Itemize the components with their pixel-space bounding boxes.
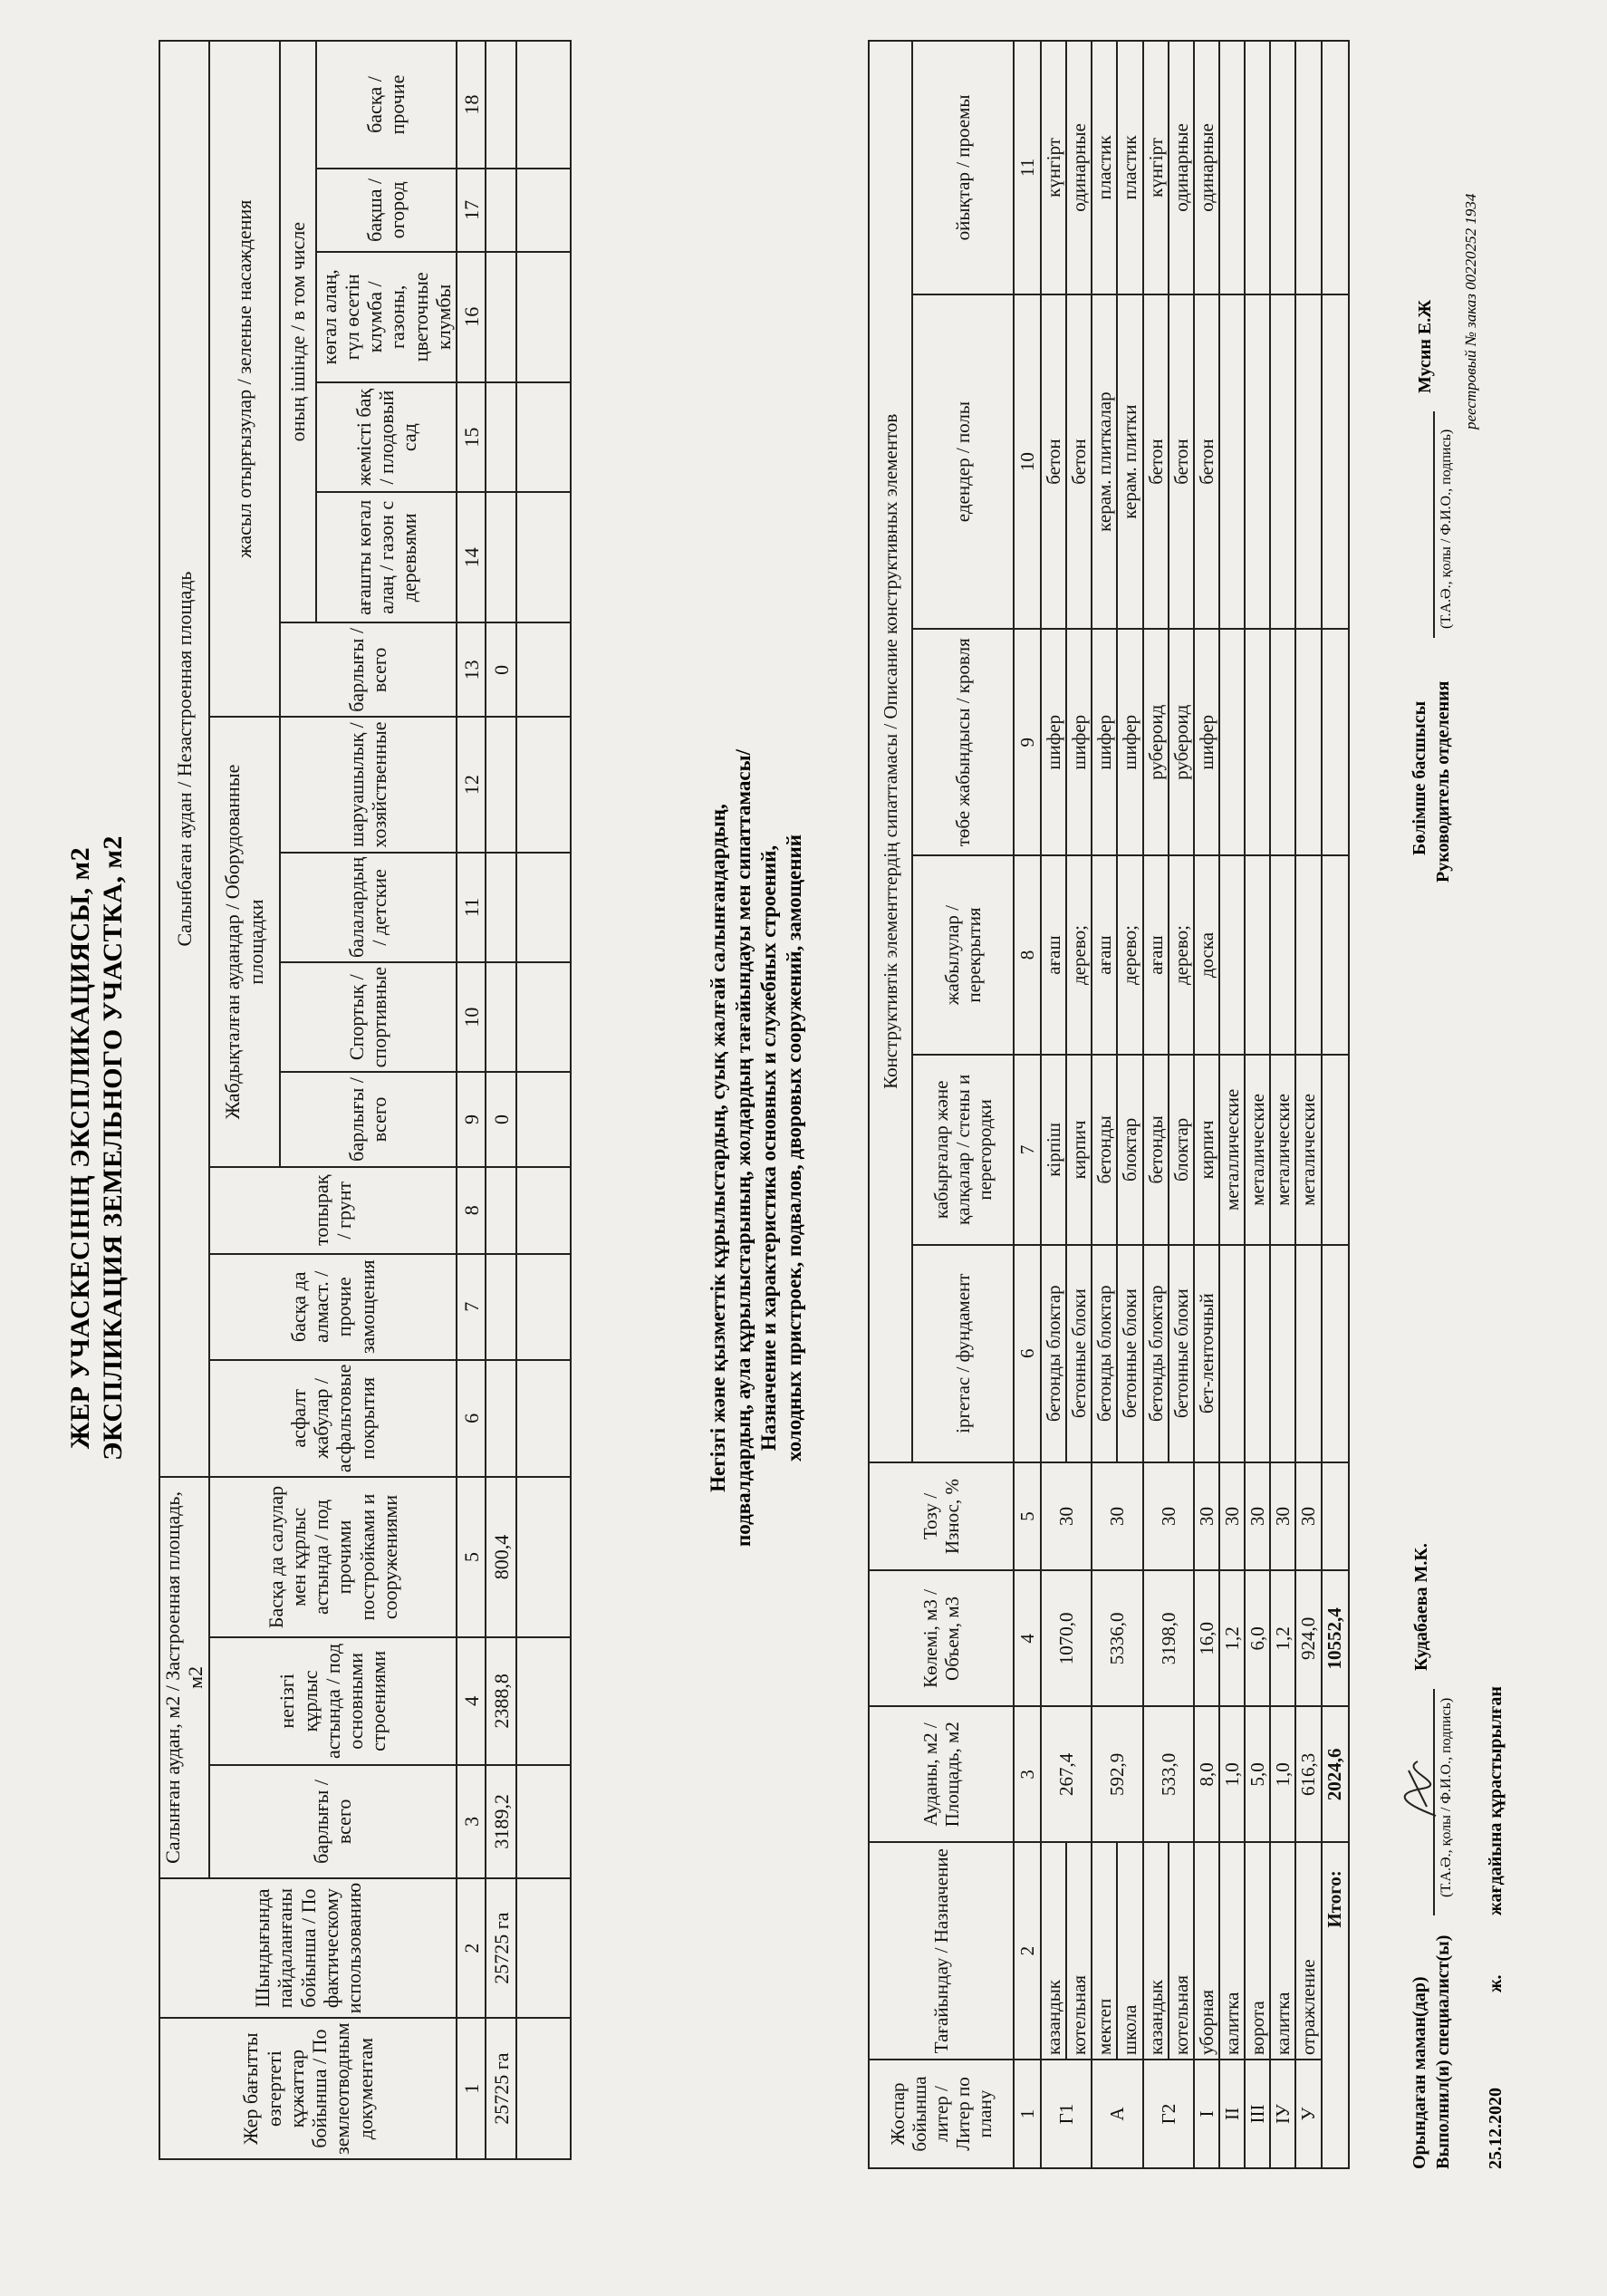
h-lit: Жоспар бойынша литер / Литер по плану [869, 2060, 1014, 2168]
num-cell: 12 [457, 717, 486, 852]
table-row [1295, 41, 1321, 2168]
area-cell: 533,0 [1143, 1706, 1194, 1842]
h-kids: балалардың / детские [280, 853, 457, 962]
num-cell: 11 [457, 853, 486, 962]
lit-cell: ІІІ [1245, 2060, 1270, 2168]
floors-kz: ағаш [1143, 855, 1169, 1055]
h-unbuilt: Салынбаған аудан / Незастроенная площадь [159, 41, 209, 1477]
table-row [1194, 41, 1219, 2168]
floor-cell: бетон [1194, 294, 1219, 630]
empty-cell [486, 169, 516, 252]
empty-cell [486, 252, 516, 382]
foundation-ru: бетонные блоки [1066, 1245, 1092, 1462]
h-main: негізгі құрлыс астында / под основными строениями [209, 1637, 457, 1765]
floor-ru: бетон [1169, 294, 1194, 630]
empty-cell [1295, 1245, 1321, 1462]
purpose-kz: мектеп [1092, 1842, 1117, 2060]
section-line-1: Негізгі және қызметтік құрылыстардың, суық жалғай салынғандардың, [707, 804, 729, 1492]
floor-kz: бетон [1143, 294, 1169, 630]
built-other: 800,4 [486, 1477, 516, 1637]
floor-ru: бетон [1066, 294, 1092, 630]
num-cell: 14 [457, 492, 486, 622]
total-area: 2024,6 [1322, 1706, 1349, 1842]
num-cell: 9 [457, 1072, 486, 1166]
table-row [1092, 41, 1117, 2168]
area-cell: 8,0 [1194, 1706, 1219, 1842]
date-suffix: ж. [1486, 1974, 1506, 1992]
h-trees: ағашты көгал алаң / газон с деревьями [316, 492, 457, 622]
specialist-label-kz: Орындаған маман(дар) [1410, 1976, 1429, 2169]
foundation-kz: бетонды блоктар [1041, 1245, 1066, 1462]
purpose-cell: уборная [1194, 1842, 1219, 2060]
num-cell: 8 [457, 1167, 486, 1254]
section-line-2: подвалдардың, аула құрылыстарының, жолдардың тағайындауы мен сипаттамасы/ [732, 749, 755, 1548]
floor-kz: бетон [1041, 294, 1066, 630]
h-open: ойықтар / проемы [912, 41, 1014, 294]
land-explication-table [159, 40, 572, 2160]
num-cell: 10 [1014, 294, 1041, 630]
wear-cell: 30 [1092, 1462, 1142, 1571]
roof-kz: шифер [1092, 629, 1117, 855]
empty-cell [1219, 629, 1245, 855]
h-found: іргетас / фундамент [912, 1245, 1014, 1462]
num-cell: 2 [457, 1878, 486, 2018]
roof-ru: шифер [1066, 629, 1092, 855]
num-cell: 11 [1014, 41, 1041, 294]
wear-cell: 30 [1295, 1462, 1321, 1571]
num-cell: 17 [457, 169, 486, 252]
num-cell: 6 [457, 1360, 486, 1477]
walls-ru: кирпич [1066, 1055, 1092, 1245]
foundation-kz: бетонды блоктар [1143, 1245, 1169, 1462]
purpose-cell: калитка [1219, 1842, 1245, 2060]
wear-cell: 30 [1041, 1462, 1092, 1571]
purpose-kz: казандык [1143, 1842, 1169, 2060]
h-area: Ауданы, м2 / Площадь, м2 [869, 1706, 1014, 1842]
num-cell: 6 [1014, 1245, 1041, 1462]
floor-ru: керам. плитки [1117, 294, 1142, 630]
purpose-cell: калитка [1270, 1842, 1295, 2060]
table-row [1270, 41, 1295, 2168]
walls-cell: металлические [1219, 1055, 1245, 1245]
h-floors: жабылулар / перекрытия [912, 855, 1014, 1055]
num-cell: 4 [1014, 1570, 1041, 1706]
volume-cell: 5336,0 [1092, 1570, 1142, 1706]
openings-cell: одинарные [1194, 41, 1219, 294]
purpose-cell: ворота [1245, 1842, 1270, 2060]
h-other: Басқа да салулар мен құрлыс астында / под прочими постройками и сооружениями [209, 1477, 457, 1637]
empty-cell [1295, 294, 1321, 630]
h-incl: оның ішінде / в том числе [280, 41, 316, 622]
num-cell: 10 [457, 962, 486, 1072]
built-all: 3189,2 [486, 1765, 516, 1878]
wear-cell: 30 [1245, 1462, 1270, 1571]
lit-cell: ІІ [1219, 2060, 1245, 2168]
table-row [1041, 41, 1066, 2168]
floors-kz: ағаш [1041, 855, 1066, 1055]
empty-cell [1295, 629, 1321, 855]
h-flower: көгал алаң, гүл өсетін клумба / газоны, цветочные клумбы [316, 252, 457, 382]
empty-cell [486, 717, 516, 852]
wear-cell: 30 [1219, 1462, 1245, 1571]
h-misc: басқа / прочие [316, 41, 457, 169]
empty-cell [1245, 629, 1270, 855]
built-main: 2388,8 [486, 1637, 516, 1765]
num-cell: 2 [1014, 1842, 1041, 2060]
t2-numbers-row [1014, 41, 1041, 2168]
h-green: жасыл отырғызулар / зеленые насаждения [209, 41, 280, 717]
date: 25.12.2020 [1486, 2088, 1506, 2169]
num-cell: 7 [457, 1254, 486, 1360]
title-kz: ЖЕР УЧАСКЕСІНІҢ ЭКСПЛИКАЦИЯСЫ, м2 [65, 846, 95, 1450]
roof-ru: рубероид [1169, 629, 1194, 855]
openings-ru: одинарные [1169, 41, 1194, 294]
empty-cell [1270, 855, 1295, 1055]
walls-cell: металические [1245, 1055, 1270, 1245]
h-equip-all: барлығы / всего [280, 1072, 457, 1166]
h-soil: топырақ / грунт [209, 1167, 457, 1254]
h-house: шаруашылық / хозяйственные [280, 717, 457, 852]
h-fact: Шындығында пайдаланғаны бойынша / По фактическому использованию [159, 1878, 457, 2018]
empty-cell [1219, 294, 1245, 630]
h-fruit: жемісті бақ / плодовый сад [316, 382, 457, 492]
h-built-all: барлығы / всего [209, 1765, 457, 1878]
t1-numbers-row [457, 41, 486, 2159]
head-signature-line [1433, 411, 1435, 638]
walls-kz: кірпіш [1041, 1055, 1066, 1245]
foundation-kz: бетонды блоктар [1092, 1245, 1117, 1462]
lit-cell: А [1092, 2060, 1142, 2168]
num-cell: 3 [457, 1765, 486, 1878]
doc-area: 25725 га [486, 2018, 516, 2159]
title-ru: ЭКСПЛИКАЦИЯ ЗЕМЕЛЬНОГО УЧАСТКА, м2 [98, 835, 128, 1461]
floors-ru: дерево; [1169, 855, 1194, 1055]
head-label-kz: Бөлімше басшысы [1410, 700, 1429, 855]
area-cell: 5,0 [1245, 1706, 1270, 1842]
h-floor2: едендер / полы [912, 294, 1014, 630]
empty-cell [1270, 41, 1295, 294]
h-doc: Жер бағытты өзгертеті құжаттар бойынша / По землеотводным документам [159, 2018, 457, 2159]
num-cell: 1 [457, 2018, 486, 2159]
h-paving: басқа да алмаст. / прочие замощения [209, 1254, 457, 1360]
openings-kz: күнгірт [1041, 41, 1066, 294]
floors-cell: доска [1194, 855, 1219, 1055]
num-cell: 5 [1014, 1462, 1041, 1571]
total-label: Итого: [1322, 1842, 1349, 2168]
empty-cell [1219, 41, 1245, 294]
section-line-4: холодных пристроек, подвалов, дворовых сооружений, замощений [783, 834, 805, 1462]
openings-ru: одинарные [1066, 41, 1092, 294]
empty-cell [1270, 1245, 1295, 1462]
h-green-all: барлығы / всего [280, 622, 457, 717]
purpose-kz: казандык [1041, 1842, 1066, 2060]
h-walls: кабырғалар және қалқалар / стены и перегородки [912, 1055, 1014, 1245]
lit-cell: ІУ [1270, 2060, 1295, 2168]
empty-cell [486, 1360, 516, 1477]
h-constr: Конструктивтік элементтердің сипаттамасы / Описание конструктивных элементов [869, 41, 912, 1462]
lit-cell: Г2 [1143, 2060, 1194, 2168]
table-row [1219, 41, 1245, 2168]
num-cell: 4 [457, 1637, 486, 1765]
roof-kz: рубероид [1143, 629, 1169, 855]
wear-cell: 30 [1143, 1462, 1194, 1571]
empty-cell [486, 853, 516, 962]
head-hint: (Т.А.Ә., қолы / Ф.И.О., подпись) [1439, 429, 1454, 629]
totals-row [1322, 41, 1349, 2168]
specialist-label-ru: Выполнил(и) специалист(ы) [1433, 1934, 1453, 2169]
head-label-ru: Руководитель отделения [1433, 680, 1453, 883]
empty-cell [486, 962, 516, 1072]
purpose-cell: отражление [1295, 1842, 1321, 2060]
num-cell: 7 [1014, 1055, 1041, 1245]
empty-cell [1245, 1245, 1270, 1462]
walls-cell: металические [1270, 1055, 1295, 1245]
h-purpose: Тағайындау / Назначение [869, 1842, 1014, 2060]
area-cell: 267,4 [1041, 1706, 1092, 1842]
table-row [1169, 41, 1194, 2168]
walls-cell: кирпич [1194, 1055, 1219, 1245]
num-cell: 3 [1014, 1706, 1041, 1842]
num-cell: 1 [1014, 2060, 1041, 2168]
t1-blank-row [516, 41, 571, 2159]
purpose-ru: котельная [1169, 1842, 1194, 2060]
state-label: жағдайына құрастырылған [1486, 1686, 1506, 1915]
h-roof: төбе жабындысы / кровля [912, 629, 1014, 855]
lit-cell: Г1 [1041, 2060, 1092, 2168]
volume-cell: 16,0 [1194, 1570, 1219, 1706]
empty-cell [1295, 855, 1321, 1055]
openings-ru: пластик [1117, 41, 1142, 294]
h-vol: Көлемі, м3 / Объем, м3 [869, 1570, 1014, 1706]
specialist-signature-icon [1390, 1752, 1445, 1825]
h-garden: бақша / огород [316, 169, 457, 252]
num-cell: 18 [457, 41, 486, 169]
roof-ru: шифер [1117, 629, 1142, 855]
floors-ru: дерево; [1117, 855, 1142, 1055]
num-cell: 15 [457, 382, 486, 492]
num-cell: 8 [1014, 855, 1041, 1055]
openings-kz: күнгірт [1143, 41, 1169, 294]
walls-kz: бетонды [1092, 1055, 1117, 1245]
area-cell: 1,0 [1219, 1706, 1245, 1842]
h-wear: Тозу / Износ, % [869, 1462, 1014, 1571]
h-asphalt: асфалт жабулар / асфальтовые покрытия [209, 1360, 457, 1477]
table-row [1245, 41, 1270, 2168]
lit-cell: І [1194, 2060, 1219, 2168]
num-cell: 16 [457, 252, 486, 382]
empty-cell [1270, 294, 1295, 630]
section-line-3: Назначение и характеристика основных и служебных строений, [757, 844, 780, 1452]
area-cell: 1,0 [1270, 1706, 1295, 1842]
fact-area: 25725 га [486, 1878, 516, 2018]
green-all: 0 [486, 622, 516, 717]
buildings-table [868, 40, 1350, 2169]
specialist-name: Кудабаева М.К. [1411, 1543, 1431, 1671]
empty-cell [1295, 41, 1321, 294]
empty-cell [1219, 1245, 1245, 1462]
num-cell: 5 [457, 1477, 486, 1637]
order-number: реестровый № заказ 00220252 1934 [1462, 193, 1479, 429]
h-built: Салынған аудан, м2 / Застроенная площадь, м2 [159, 1477, 209, 1878]
volume-cell: 3198,0 [1143, 1570, 1194, 1706]
specialist-hint: (Т.А.Ә., қолы / Ф.И.О., подпись) [1439, 1697, 1454, 1897]
foundation-cell: бет-ленточный [1194, 1245, 1219, 1462]
roof-cell: шифер [1194, 629, 1219, 855]
empty-cell [1245, 855, 1270, 1055]
walls-ru: блоктар [1169, 1055, 1194, 1245]
num-cell: 13 [457, 622, 486, 717]
volume-cell: 1,2 [1219, 1570, 1245, 1706]
roof-kz: шифер [1041, 629, 1066, 855]
lit-cell: У [1295, 2060, 1321, 2168]
head-name: Мусин Е.Ж [1415, 299, 1435, 393]
h-sport: Спортық / спортивные [280, 962, 457, 1072]
walls-kz: бетонды [1143, 1055, 1169, 1245]
wear-cell: 30 [1194, 1462, 1219, 1571]
empty-cell [486, 1167, 516, 1254]
table-row [1143, 41, 1169, 2168]
wear-cell: 30 [1270, 1462, 1295, 1571]
purpose-ru: котельная [1066, 1842, 1092, 2060]
equip-all: 0 [486, 1072, 516, 1166]
total-volume: 10552,4 [1322, 1570, 1349, 1706]
floors-kz: ағаш [1092, 855, 1117, 1055]
table-row [1117, 41, 1142, 2168]
empty-cell [486, 382, 516, 492]
purpose-ru: школа [1117, 1842, 1142, 2060]
empty-cell [1245, 294, 1270, 630]
volume-cell: 1070,0 [1041, 1570, 1092, 1706]
foundation-ru: бетонные блоки [1117, 1245, 1142, 1462]
empty-cell [1219, 855, 1245, 1055]
empty-cell [1245, 41, 1270, 294]
floor-kz: керам. плиткалар [1092, 294, 1117, 630]
volume-cell: 1,2 [1270, 1570, 1295, 1706]
area-cell: 592,9 [1092, 1706, 1142, 1842]
t1-data-row [486, 41, 516, 2159]
h-equip: Жабдықталған аудандар / Оборудованные площадки [209, 717, 280, 1166]
volume-cell: 924,0 [1295, 1570, 1321, 1706]
area-cell: 616,3 [1295, 1706, 1321, 1842]
table-row [1066, 41, 1092, 2168]
empty-cell [1270, 629, 1295, 855]
empty-cell [486, 1254, 516, 1360]
floors-ru: дерево; [1066, 855, 1092, 1055]
openings-kz: пластик [1092, 41, 1117, 294]
walls-cell: металические [1295, 1055, 1321, 1245]
num-cell: 9 [1014, 629, 1041, 855]
empty-cell [486, 41, 516, 169]
empty-cell [486, 492, 516, 622]
volume-cell: 6,0 [1245, 1570, 1270, 1706]
walls-ru: блоктар [1117, 1055, 1142, 1245]
foundation-ru: бетонные блоки [1169, 1245, 1194, 1462]
